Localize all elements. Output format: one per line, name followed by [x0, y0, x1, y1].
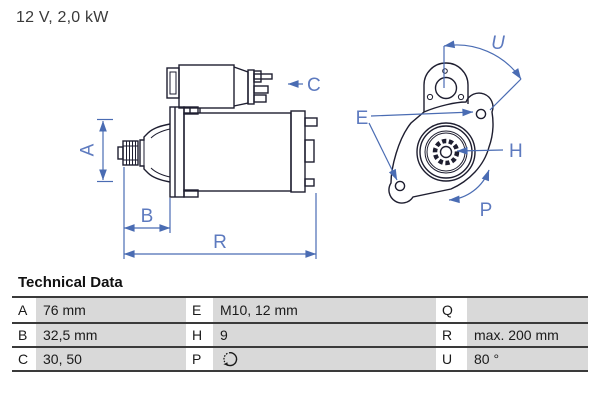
- param-value-A: 76 mm: [34, 298, 186, 322]
- motor-end-cap: [291, 111, 305, 192]
- param-key-R: R: [436, 324, 465, 346]
- shaft-bore: [441, 147, 452, 158]
- solenoid-terminal-mid: [254, 86, 268, 93]
- param-key-P: P: [186, 348, 211, 370]
- param-value-C: 30, 50: [34, 348, 186, 370]
- param-value-Q: [465, 298, 588, 322]
- drive-end-bracket: [170, 107, 184, 197]
- rotation-counterclockwise-icon: [222, 351, 239, 367]
- dimension-E: [356, 108, 473, 180]
- dimension-C: [288, 75, 321, 96]
- end-cap-stud-top: [305, 118, 317, 126]
- dimension-A: [78, 120, 114, 182]
- dimension-label-C: C: [307, 75, 321, 96]
- dimension-label-H: H: [509, 141, 523, 162]
- param-key-E: E: [186, 298, 211, 322]
- solenoid: [167, 65, 272, 113]
- drive-end-face: [417, 123, 475, 181]
- param-value-P: [211, 348, 436, 370]
- mounting-hole-bottom-left: [395, 181, 404, 190]
- param-key-H: H: [186, 324, 211, 346]
- mounting-hole-top-right: [476, 109, 485, 118]
- param-value-U: 80 °: [465, 348, 588, 370]
- param-key-B: B: [12, 324, 34, 346]
- table-row: [12, 322, 588, 346]
- pinion-shaft-stub: [118, 147, 123, 159]
- power-rating-title: 12 V, 2,0 kW: [16, 9, 109, 26]
- drive-end-housing: [140, 124, 170, 182]
- solenoid-terminal-low: [254, 95, 266, 102]
- param-key-C: C: [12, 348, 34, 370]
- pinion-gear: [118, 141, 138, 165]
- param-value-H: 9: [211, 324, 436, 346]
- motor-body: [184, 113, 291, 191]
- dimension-label-E: E: [355, 108, 369, 129]
- starter-motor-side-view: [78, 65, 321, 259]
- param-value-E: M10, 12 mm: [211, 298, 436, 322]
- starter-motor-front-view: [356, 33, 523, 221]
- dimension-label-B: B: [140, 206, 154, 227]
- dimension-label-R: R: [213, 232, 227, 253]
- dimension-label-U: U: [491, 33, 505, 54]
- dimension-label-A: A: [77, 143, 99, 157]
- dimension-U: [444, 33, 521, 110]
- table-row: [12, 298, 588, 322]
- tab-center-hole: [436, 78, 457, 99]
- param-key-Q: Q: [436, 298, 465, 322]
- spline-gear: [435, 141, 457, 163]
- param-key-U: U: [436, 348, 465, 370]
- param-key-A: A: [12, 298, 34, 322]
- param-value-B: 32,5 mm: [34, 324, 186, 346]
- end-cap-stud-bottom: [305, 179, 314, 186]
- table-row: [12, 346, 588, 370]
- table-heading: Technical Data: [18, 274, 123, 291]
- solenoid-terminal-stud: [254, 74, 272, 79]
- end-cap-bracket: [305, 140, 314, 162]
- dimension-P: [449, 170, 492, 221]
- param-value-R: max. 200 mm: [465, 324, 588, 346]
- technical-data-table: [12, 296, 588, 372]
- dimension-label-P: P: [479, 200, 493, 221]
